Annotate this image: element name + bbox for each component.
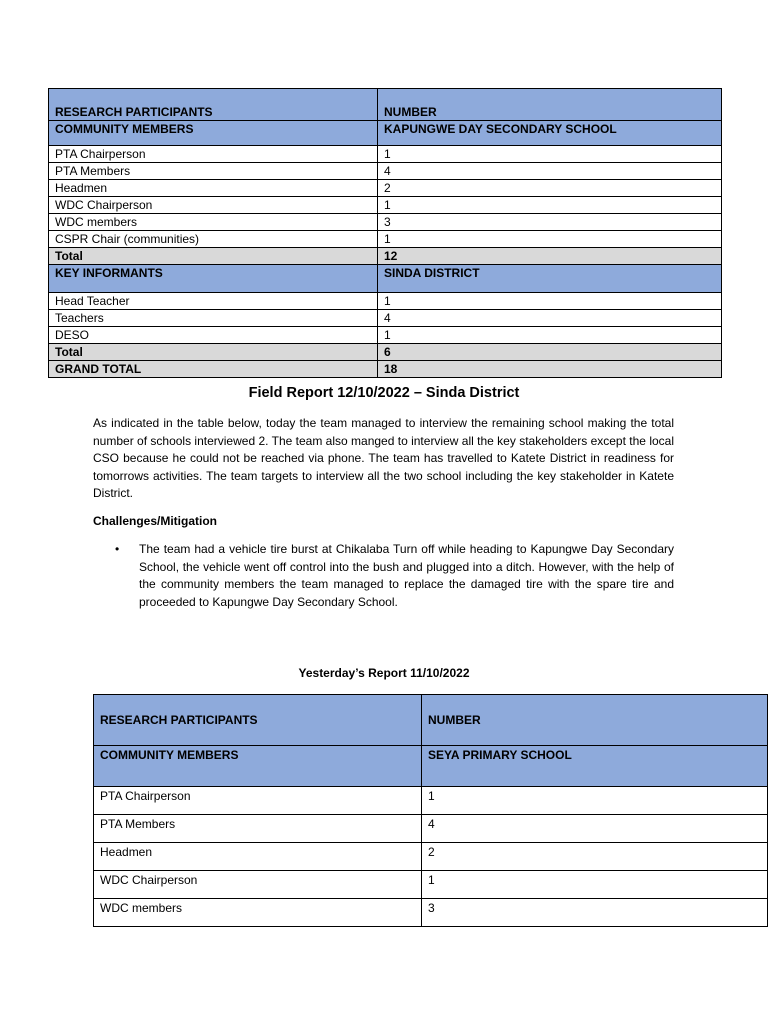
table-row — [49, 180, 722, 197]
section-header-row — [49, 265, 722, 293]
table-row — [49, 146, 722, 163]
participant-cell: WDC members — [49, 214, 378, 231]
total-label: Total — [49, 344, 378, 361]
table-row — [49, 310, 722, 327]
table-row — [94, 871, 768, 899]
participant-cell: PTA Members — [94, 815, 422, 843]
header-cell: COMMUNITY MEMBERS — [94, 746, 422, 787]
number-cell: 1 — [422, 787, 768, 815]
report-title: Field Report 12/10/2022 – Sinda District — [248, 385, 520, 401]
table-row — [49, 214, 722, 231]
participant-cell: WDC Chairperson — [94, 871, 422, 899]
header-cell: NUMBER — [378, 89, 722, 121]
participant-cell: Headmen — [94, 843, 422, 871]
header-cell: KAPUNGWE DAY SECONDARY SCHOOL — [378, 121, 722, 146]
participants-table-seya — [93, 694, 768, 927]
number-cell: 4 — [422, 815, 768, 843]
table-row — [49, 293, 722, 310]
number-cell: 1 — [422, 871, 768, 899]
table-row — [49, 197, 722, 214]
section-header-row — [94, 746, 768, 787]
report-paragraph: As indicated in the table below, today the team managed to interview the remaining school making the total number of schools interviewed 2. The team also manged to interview all the key stakeholders except the local CSO because he could not be reached via phone. The team has travelled to Katete District in readiness for tomorrows activities. The team targets to interview all the two school including the key stakeholder in Katete District. — [93, 416, 674, 500]
total-label: Total — [49, 248, 378, 265]
total-value: 6 — [378, 344, 722, 361]
number-cell: 1 — [378, 197, 722, 214]
grand-total-value: 18 — [378, 361, 722, 378]
total-value: 12 — [378, 248, 722, 265]
table-row — [49, 327, 722, 344]
header-cell: SEYA PRIMARY SCHOOL — [422, 746, 768, 787]
yesterday-report-title: Yesterday’s Report 11/10/2022 — [298, 666, 470, 680]
number-cell: 3 — [378, 214, 722, 231]
grand-total-row — [49, 361, 722, 378]
header-cell: KEY INFORMANTS — [49, 265, 378, 293]
participant-cell: CSPR Chair (communities) — [49, 231, 378, 248]
number-cell: 1 — [378, 327, 722, 344]
header-cell: SINDA DISTRICT — [378, 265, 722, 293]
number-cell: 1 — [378, 231, 722, 248]
table-row — [94, 815, 768, 843]
list-item-text: The team had a vehicle tire burst at Chikalaba Turn off while heading to Kapungwe Day Secondary School, the vehicle went off control into the bush and plugged into a ditch. However, with the help of the community members the team managed to replace the damaged tire with the spare tire and proceeded to Kapungwe Day Secondary School. — [139, 542, 674, 609]
table-header-row — [49, 89, 722, 121]
table-row — [94, 899, 768, 927]
list-item — [93, 541, 674, 611]
number-cell: 1 — [378, 293, 722, 310]
grand-total-label: GRAND TOTAL — [49, 361, 378, 378]
table-row — [94, 787, 768, 815]
header-cell: RESEARCH PARTICIPANTS — [94, 695, 422, 746]
challenges-list — [93, 541, 674, 611]
header-cell: RESEARCH PARTICIPANTS — [49, 89, 378, 121]
table-row — [49, 163, 722, 180]
number-cell: 4 — [378, 310, 722, 327]
participant-cell: DESO — [49, 327, 378, 344]
participant-cell: Teachers — [49, 310, 378, 327]
number-cell: 3 — [422, 899, 768, 927]
header-cell: NUMBER — [422, 695, 768, 746]
participants-table-sinda — [48, 88, 722, 378]
total-row — [49, 344, 722, 361]
number-cell: 4 — [378, 163, 722, 180]
participant-cell: PTA Chairperson — [49, 146, 378, 163]
participant-cell: Headmen — [49, 180, 378, 197]
bullet-icon: • — [115, 542, 120, 556]
section-header-row — [49, 121, 722, 146]
number-cell: 2 — [422, 843, 768, 871]
participant-cell: Head Teacher — [49, 293, 378, 310]
table-row — [49, 231, 722, 248]
participant-cell: WDC Chairperson — [49, 197, 378, 214]
number-cell: 2 — [378, 180, 722, 197]
participant-cell: WDC members — [94, 899, 422, 927]
challenges-heading: Challenges/Mitigation — [93, 514, 218, 528]
number-cell: 1 — [378, 146, 722, 163]
table-row — [94, 843, 768, 871]
table-header-row — [94, 695, 768, 746]
participant-cell: PTA Members — [49, 163, 378, 180]
header-cell: COMMUNITY MEMBERS — [49, 121, 378, 146]
total-row — [49, 248, 722, 265]
participant-cell: PTA Chairperson — [94, 787, 422, 815]
